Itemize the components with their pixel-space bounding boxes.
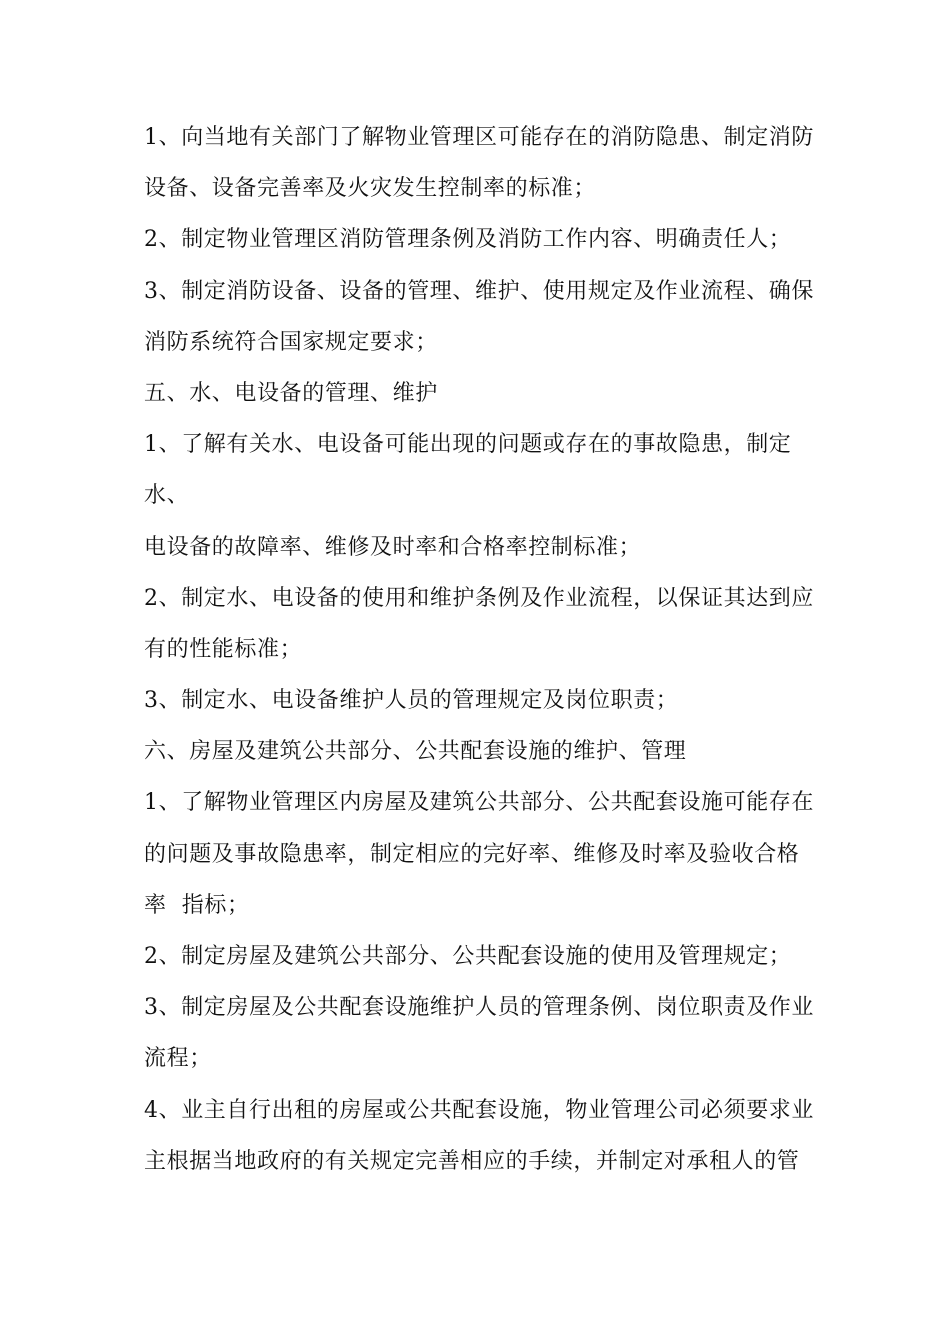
- text-line: 水、: [144, 483, 190, 509]
- text-line: 电设备的故障率、维修及时率和合格率控制标准；: [144, 534, 642, 560]
- text-line: 设备、设备完善率及火灾发生控制率的标准；: [144, 176, 597, 202]
- text-line: 1、了解有关水、电设备可能出现的问题或存在的事故隐患，制定: [144, 432, 792, 458]
- section-heading: 五、水、电设备的管理、维护: [144, 380, 438, 406]
- text-line: 的问题及事故隐患率，制定相应的完好率、维修及时率及验收合格: [144, 841, 800, 867]
- text-line: 率 指标；: [144, 892, 250, 918]
- text-line: 主根据当地政府的有关规定完善相应的手续，并制定对承租人的管: [144, 1148, 800, 1174]
- text-line: 流程；: [144, 1046, 212, 1072]
- text-line: 3、制定水、电设备维护人员的管理规定及岗位职责；: [144, 688, 679, 714]
- text-line: 3、制定房屋及公共配套设施维护人员的管理条例、岗位职责及作业: [144, 995, 814, 1021]
- text-line: 2、制定房屋及建筑公共部分、公共配套设施的使用及管理规定；: [144, 944, 792, 969]
- text-line: 4、业主自行出租的房屋或公共配套设施，物业管理公司必须要求业: [144, 1097, 814, 1123]
- text-line: 2、制定物业管理区消防管理条例及消防工作内容、明确责任人；: [144, 227, 792, 253]
- text-line: 消防系统符合国家规定要求；: [144, 329, 438, 355]
- text-line: 1、了解物业管理区内房屋及建筑公共部分、公共配套设施可能存在: [144, 790, 814, 816]
- text-line: 3、制定消防设备、设备的管理、维护、使用规定及作业流程、确保: [144, 278, 814, 304]
- document-body: [144, 112, 814, 1187]
- section-heading: 六、房屋及建筑公共部分、公共配套设施的维护、管理: [144, 739, 687, 765]
- text-line: 有的性能标准；: [144, 636, 303, 662]
- text-line: 2、制定水、电设备的使用和维护条例及作业流程，以保证其达到应: [144, 585, 814, 611]
- text-line: 1、向当地有关部门了解物业管理区可能存在的消防隐患、制定消防: [144, 125, 814, 150]
